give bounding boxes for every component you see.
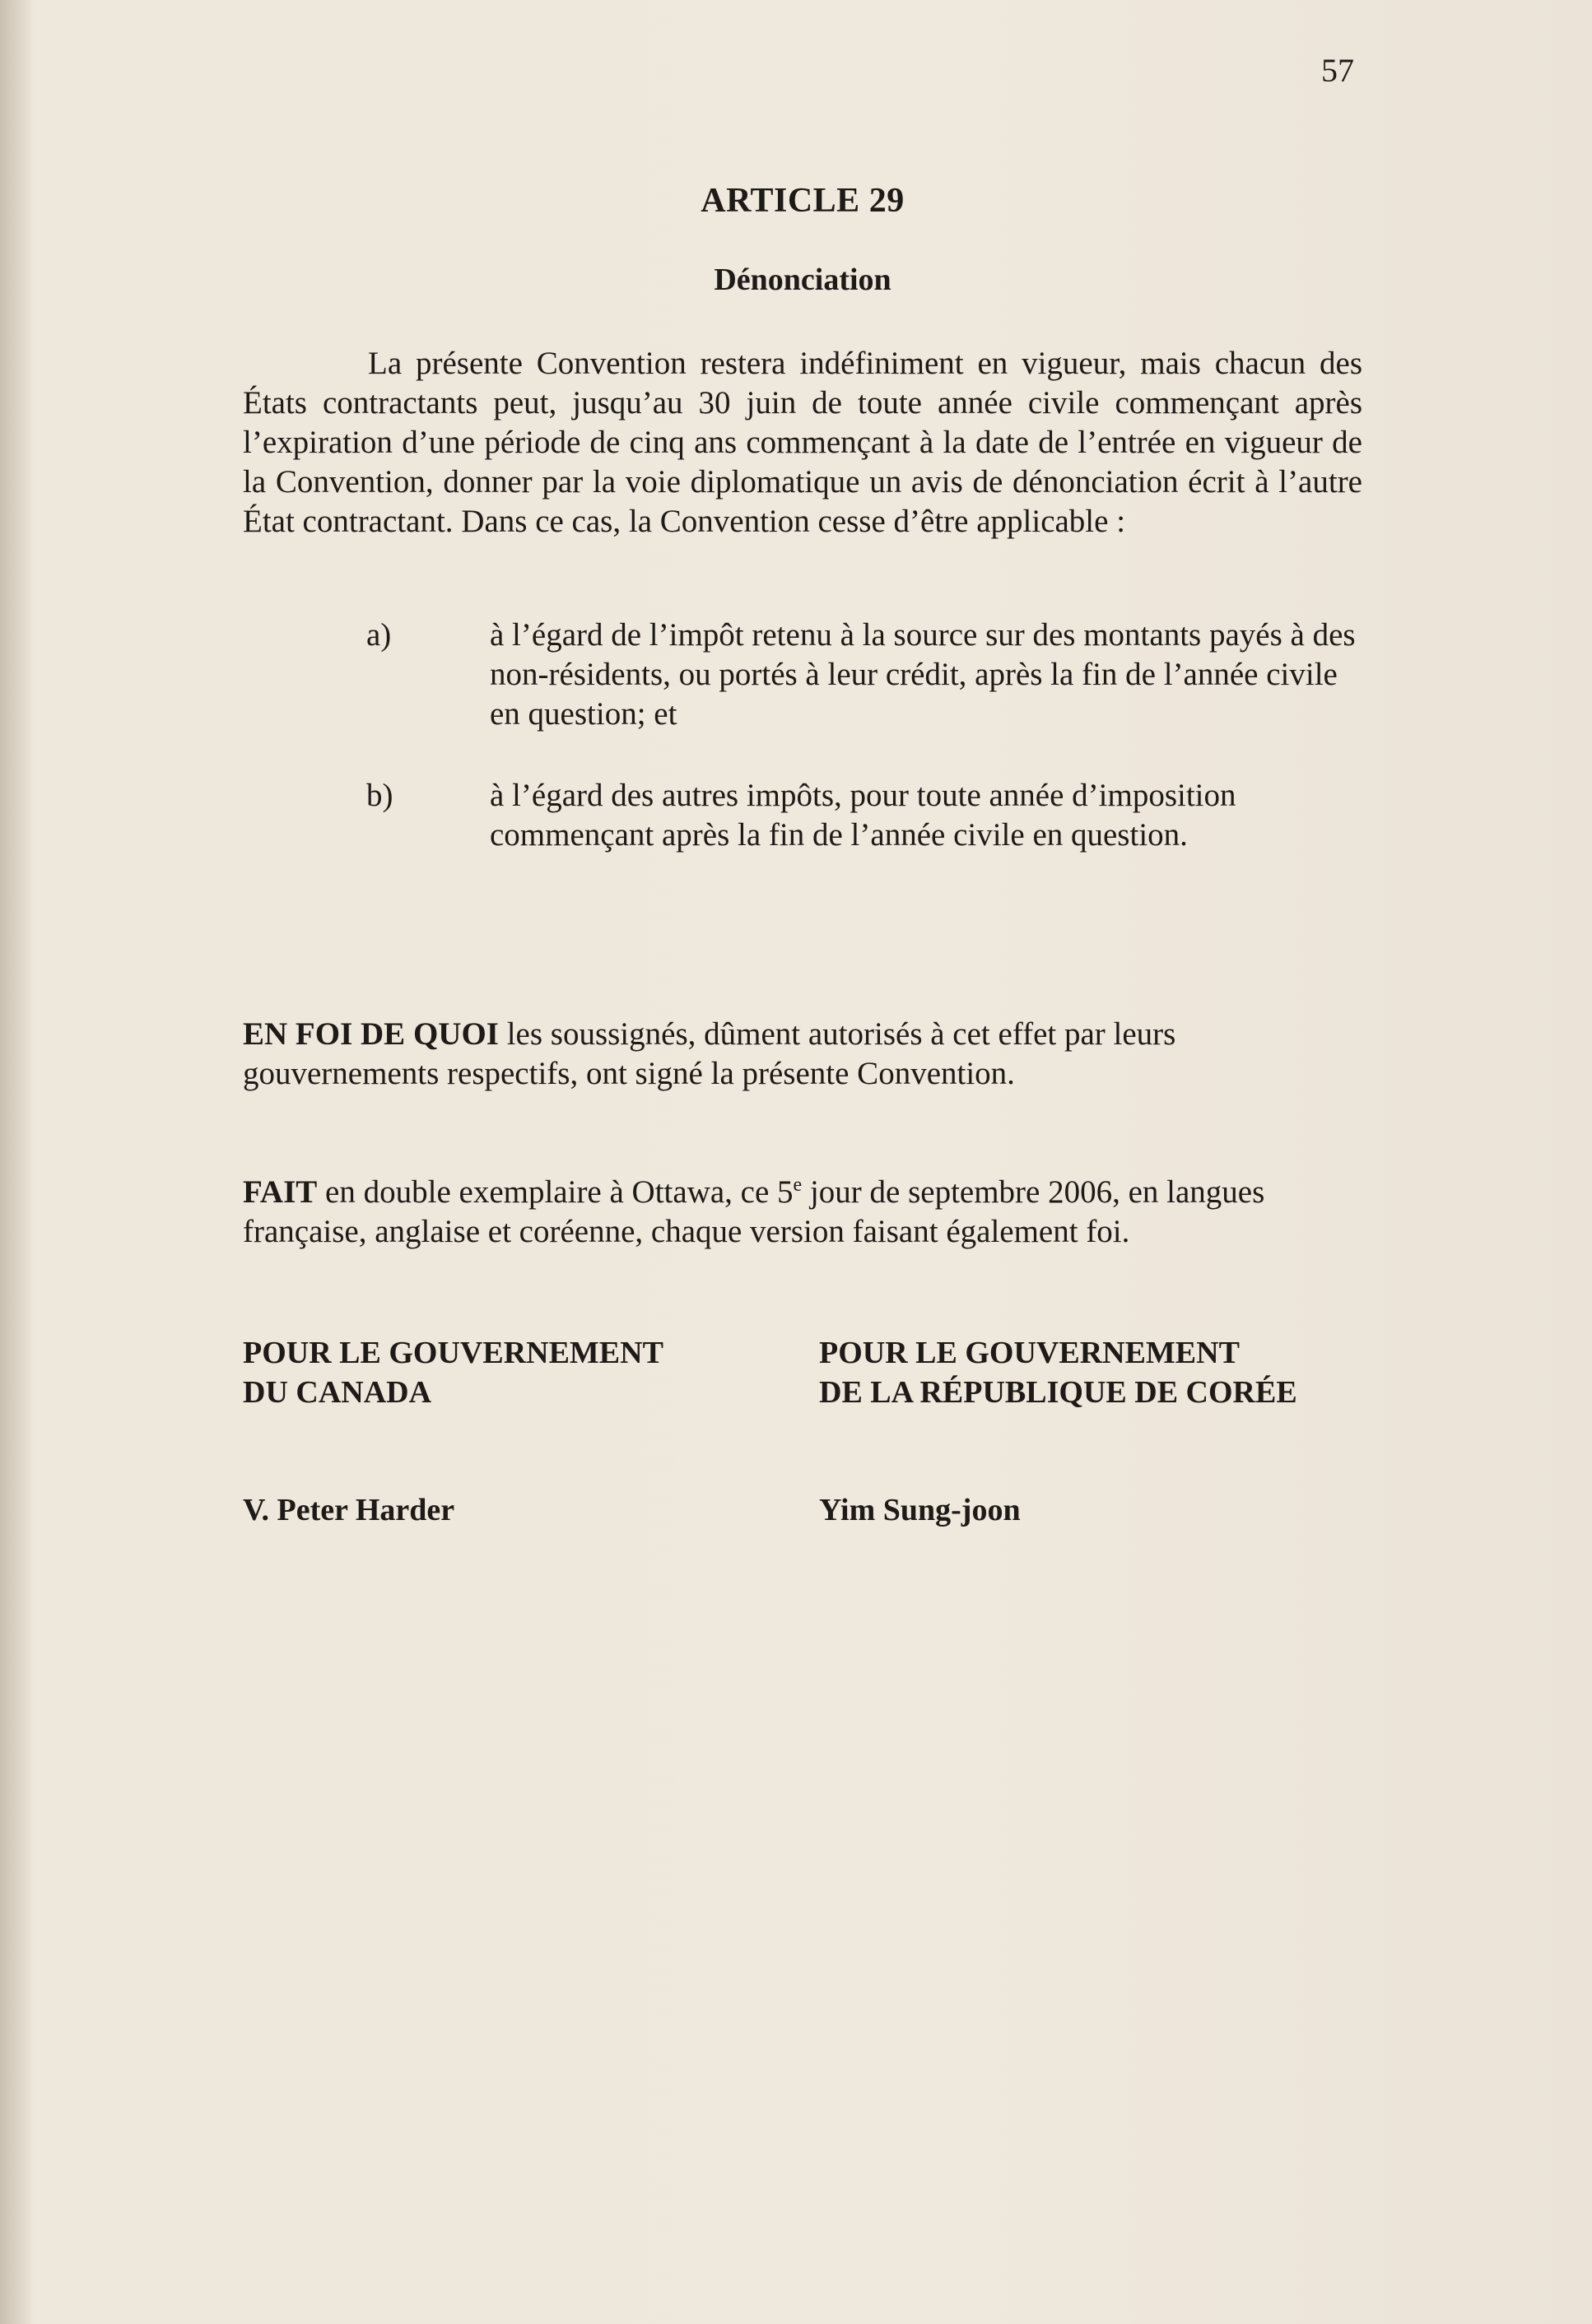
signature-block-canada xyxy=(243,1333,663,1412)
intro-paragraph: La présente Convention restera indéfiniment en vigueur, mais chacun des États contractants peut, jusqu’au 30 juin de toute année civile commençant après l’expiration d’une période de cinq ans commençant à la date de l’entrée en vigueur de la Convention, donner par la voie diplomatique un avis de dénonciation écrit à l’autre État contractant. Dans ce cas, la Convention cesse d’être applicable : xyxy=(243,346,1362,539)
article-title: ARTICLE 29 xyxy=(701,182,905,220)
page-number: 57 xyxy=(1321,52,1354,89)
list-marker: a) xyxy=(366,617,392,653)
list-item-b xyxy=(366,776,1366,855)
list-item-text: à l’égard des autres impôts, pour toute année d’imposition commençant après la fin de l’année civile en question. xyxy=(490,778,1236,853)
done-lead: FAIT xyxy=(243,1174,318,1210)
witness-clause xyxy=(243,1015,1362,1094)
signature-heading-line1: POUR LE GOUVERNEMENT xyxy=(819,1336,1240,1370)
list-item-text: à l’égard de l’impôt retenu à la source sur des montants payés à des non-résidents, ou portés à leur crédit, après la fin de l’année civile en question; et xyxy=(490,617,1356,732)
day-ordinal-sup: e xyxy=(793,1174,803,1196)
article-subtitle: Dénonciation xyxy=(714,263,891,297)
witness-text: les soussignés, dûment autorisés à cet effet par leurs gouvernements respectifs, ont signé la présente Convention. xyxy=(243,1016,1176,1091)
done-clause xyxy=(243,1173,1362,1252)
done-text-after: jour de septembre 2006, en langues française, anglaise et coréenne, chaque version faisant également foi. xyxy=(243,1174,1265,1249)
witness-lead: EN FOI DE QUOI xyxy=(243,1016,499,1052)
list-marker: b) xyxy=(366,778,393,813)
done-text-before: en double exemplaire à Ottawa, ce 5 xyxy=(317,1174,794,1210)
signatory-name-canada: V. Peter Harder xyxy=(243,1493,455,1527)
signature-heading-line1: POUR LE GOUVERNEMENT xyxy=(243,1336,663,1370)
signature-heading-line2: DU CANADA xyxy=(243,1375,432,1410)
signatory-name-korea: Yim Sung-joon xyxy=(819,1493,1021,1527)
signature-heading-line2: DE LA RÉPUBLIQUE DE CORÉE xyxy=(819,1375,1297,1410)
signature-block-korea xyxy=(819,1333,1297,1412)
list-item-a xyxy=(366,616,1366,734)
spine-shadow xyxy=(0,0,35,2324)
